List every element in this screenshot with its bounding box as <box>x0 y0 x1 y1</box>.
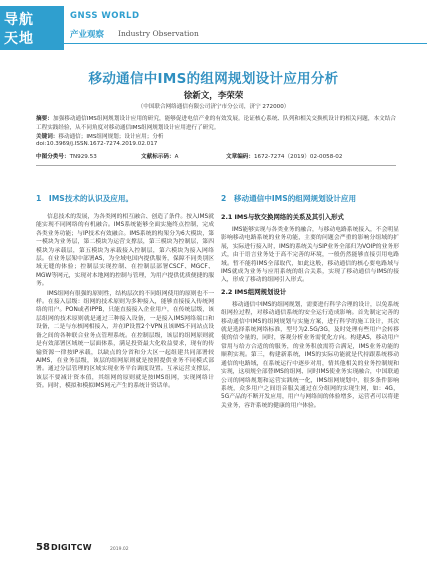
article-authors: 徐新文，李荣荣 <box>183 91 244 101</box>
clc-label: 中图分类号： <box>36 154 70 160</box>
journal-header <box>0 0 427 52</box>
clc-value: TN929.53 <box>69 154 97 160</box>
doc-code-value: A <box>174 154 179 160</box>
section-name: 产业观察 <box>70 30 105 40</box>
keywords-text: 移动通信；IMS组网规划；设计应用；分析 <box>58 134 164 140</box>
section-heading-1: 1 IMS技术的认识及应用。 <box>36 194 134 203</box>
body-paragraph: 移动通信中IMS的组网规划，需要进行科学合理的设计，以免系统组网拉过程，对移动通信系统的安全运行造成影响。首先制定完善的移动通信中IMS的组网规划与实施方案，进行科学的施工设计，其次就是选择系统网络标准，型号为2.5G/3G，及时处理有些用户会转移使的信令量的，同时，客观分析业务需优化方向。构建AS，移动用户常用与给方合适的的服务，的业务积放需符合满足，IMS业务功能的顺利实现。第三，构建新系统，IMS的实际功能就是代持跟系统移动通信的电路域，在系统运行中逐步对用，情其他相关的业务控制规和实现，这项规全部替IMS的组网、同时IMS使业务实现融合，中国联通公司的网络规划和运营实践统一化，IMS组网规划中，很多条件影响系统，众多用户之间语音服关通过在分组网的实现生网，如：4G，5G产品的不断开发应用，用户与网络间的体验增多，运营者可以将建关业务，容许系统的健康的用户体验。 <box>221 301 399 409</box>
subsection-heading-2-1: 2.1 IMS与软交换网络的关系及其引入形式 <box>221 213 344 221</box>
article-number-label: 文章编码： <box>226 154 254 160</box>
article-meta <box>36 152 396 161</box>
footer-brand: DIGITCW <box>51 543 92 552</box>
article-title: 移动通信中IMS的组网规划设计应用分析 <box>88 71 339 87</box>
body-paragraph: IMS能够实现与各类业务的融合，与移动电路系统接入，不会明显影响移动电路系统的业务功能，主要的问题会严重的影响分组域的扩展，实际进行接入时，IMS的系统关与SIP业务全部归为VOIP的业务形式，由于语言业务处于高不完善的环境，一般仍然能够直接引用电路域。暂不能将IMS全部取代，如此这般，移动通信的核心要电路域与IMS就成为业务与应用系统的组合关系，实现了移动通信与IMS的接入，形成了移动的组网引入形式。 <box>221 227 399 284</box>
author-affiliation: （中国联合网络通信有限公司济宁市分公司，济宁 272000） <box>137 104 290 110</box>
body-paragraph: 信息技术的发展，为各类网的相互融合、创造了条件。按入IMS就能实现不同网络的有机融合。IMS系统能够全面实施终点控制，完成各类业务功能；与IP技术有效融合。IMS系统的构架分为6大模块，第一模块为业务层，第二模块为运营支撑层，第三模块为控制层，第四模块为承载层，第五模块为承载接入控制层，第六模块为接入网络层。在业务层架中部署AS，为全域电国内提供服务，保障不同类别区域无缝的体验；控制层实现控制、在控制层部署CSCF、MGCF、MGW等网元，实现对本地网的控制与管理，为用户提供优质便捷的服务。 <box>36 214 214 288</box>
clc-code <box>36 152 97 160</box>
body-paragraph: IMS组网有很强的原则性，结构层次的不同组网使用的原则也不一样。在接入层级：组网的技术原则为多种接入，能够直接接入传统网络的用户。PON或者IPPB，只能直接接入企业用户，在传统层级，该层组网的技术原则就是通过三种接入设备，一是接入IMS网络端口和设备，二是与东核网相接入，并在IP设置2个VPN且该IMS不同站点设备之间的各种联合业务点管理系统。在控制层级，该层的组网原则就是有效部署区域统一层面体系，满足投资最大化收益要求，现有的传输资源一律按IP承载，以缺点的分省和分大区一起组建共同部署较AIMS，在业务层级，该层的组网原则就是按照提供业务不同模式部署。通过分层管理的区域实现业务平台调度设置。互承运营支撑层，该层不要减计资本值，其组网的原则就是按IMS组网，实现网络计资。同时，模拟和模拟IMS网元产生的系统计资话单。 <box>36 290 214 390</box>
article-number <box>226 152 342 160</box>
abstract-label: 摘要： <box>36 116 53 122</box>
header-divider <box>64 43 427 44</box>
doc-code <box>141 152 178 160</box>
article-number-value: 1672-7274（2019）02-0058-02 <box>253 154 343 160</box>
left-column <box>36 194 214 392</box>
column-name-line2: 天地 <box>4 31 34 47</box>
keywords-label: 关键词： <box>36 134 59 140</box>
section-heading-2: 2 移动通信中IMS的组网规划设计应用 <box>221 194 357 203</box>
meta-divider <box>36 165 396 166</box>
abstract <box>36 115 396 132</box>
footer-date: 2019.02 <box>110 547 129 552</box>
doi: doi:10.3969/j.ISSN.1672-7274.2019.02.017 <box>36 141 158 147</box>
column-name-line1: 导航 <box>4 12 34 28</box>
abstract-text: 加强移动通信IMS组网规划设计应用的研究，能够促进电信产业的有效发展。论证核心系统、队列和相关交换机设计的相关问题，本文结合工程实践经验，从不同角度对移动通信IMS组网规划设计应用进行了研究。 <box>36 116 396 131</box>
right-column <box>221 194 399 411</box>
doc-code-label: 文献标示码： <box>141 154 175 160</box>
subsection-heading-2-2: 2.2 IMS组网规划设计 <box>221 287 287 296</box>
page-number: 58 <box>36 542 50 553</box>
section-name-en: Industry Observation <box>118 29 199 38</box>
keywords <box>36 132 396 140</box>
journal-brand: GNSS WORLD <box>70 11 140 21</box>
